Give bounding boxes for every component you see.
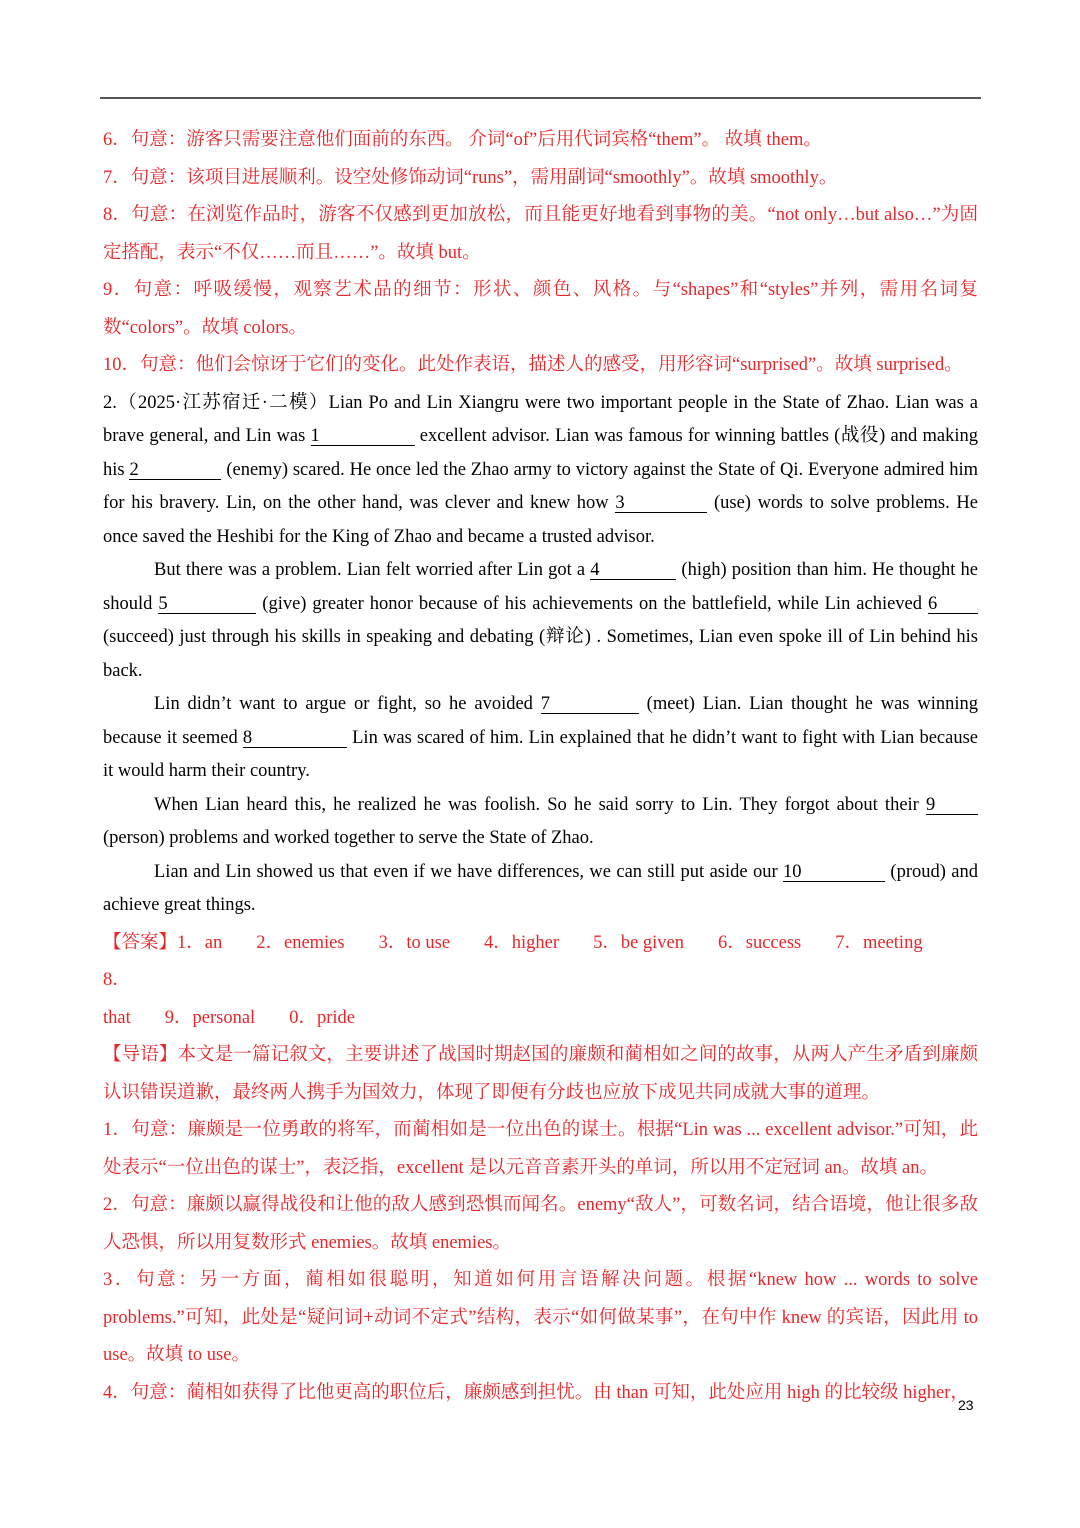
passage-paragraph-5 <box>103 856 978 923</box>
answer-item: 3．to use <box>378 932 451 953</box>
blank-4: 4 <box>590 561 676 580</box>
passage-text: (give) greater honor because of his achievements on the battlefield, while Lin achieved <box>256 593 928 614</box>
passage-paragraph-3 <box>103 688 978 789</box>
note-7: 7．句意：该项目进展顺利。设空处修饰动词“runs”，需用副词“smoothly”。故填 smoothly。 <box>103 167 838 188</box>
explanation-1: 1．句意：廉颇是一位勇敢的将军，而蔺相如是一位出色的谋士。根据“Lin was ... excellent advisor.”可知，此处表示“一位出色的谋士”，表泛指，excellent 是以元音音素开头的单词，所以用不定冠词 an。故填 an。 <box>103 1120 978 1178</box>
blank-5: 5 <box>158 595 256 614</box>
answer-item: 6．success <box>718 932 802 953</box>
passage-paragraph-2 <box>103 554 978 688</box>
answer-item: 4．higher <box>484 932 560 953</box>
answer-line-2 <box>103 1000 978 1038</box>
blank-1: 1 <box>311 427 415 446</box>
passage-text: (person) problems and worked together to serve the State of Zhao. <box>103 828 594 848</box>
passage-text: excellent advisor. Lian was famous for winning battles (战役) and making his <box>103 426 978 480</box>
answer-item: 7．meeting <box>835 932 923 953</box>
blank-8: 8 <box>243 729 347 748</box>
note-10: 10．句意：他们会惊讶于它们的变化。此处作表语，描述人的感受，用形容词“surprised”。故填 surprised。 <box>103 355 963 375</box>
header-rule <box>100 97 981 99</box>
blank-7: 7 <box>541 695 639 714</box>
passage-text: (use) words to solve problems. He once saved the Heshibi for the King of Zhao and became a trusted advisor. <box>103 493 978 547</box>
answer-label: 【答案】 <box>103 932 178 953</box>
answer-item: that <box>103 1007 131 1028</box>
note-6: 6．句意：游客只需要注意他们面前的东西。 介词“of”后用代词宾格“them”。 故填 them。 <box>103 130 822 150</box>
passage-text: Lin didn’t want to argue or fight, so he avoided <box>154 694 541 714</box>
answer-item: 1．an <box>177 932 223 953</box>
passage-text: (meet) Lian. Lian thought he was winning because it seemed <box>103 694 978 748</box>
passage-text: (enemy) scared. He once led the Zhao army to victory against the State of Qi. Everyone admired him for his bravery. Lin, on the other hand, was clever and knew how <box>103 459 978 513</box>
document-page <box>103 122 978 1412</box>
answer-line <box>103 925 978 1000</box>
blank-6: 6 <box>928 595 978 614</box>
passage-text: But there was a problem. Lian felt worried after Lin got a <box>154 560 591 580</box>
guide-paragraph: 【导语】本文是一篇记叙文，主要讲述了战国时期赵国的廉颇和蔺相如之间的故事，从两人产生矛盾到廉颇认识错误道歉，最终两人携手为国效力，体现了即便有分歧也应放下成见共同成就大事的道理。 <box>103 1045 978 1103</box>
blank-3: 3 <box>615 494 707 513</box>
passage-text: Lin was scared of him. Lin explained that he didn’t want to fight with Lian because it would harm their country. <box>103 727 979 781</box>
page-number: 23 <box>958 1397 974 1413</box>
blank-9: 9 <box>926 796 978 815</box>
passage-text: Lian and Lin showed us that even if we have differences, we can still put aside our <box>154 861 784 882</box>
passage-paragraph-1 <box>103 387 978 555</box>
passage-paragraph-4 <box>103 789 978 856</box>
answer-item: 5．be given <box>593 932 684 953</box>
passage-text: 2.（2025·江苏宿迁·二模）Lian Po and Lin Xiangru were two important people in the State of Zhao. Lian was a brave general, and Lin was <box>103 392 978 446</box>
blank-10: 10 <box>783 863 885 882</box>
explanation-2: 2．句意：廉颇以赢得战役和让他的敌人感到恐惧而闻名。enemy“敌人”，可数名词，结合语境，他让很多敌人恐惧，所以用复数形式 enemies。故填 enemies。 <box>103 1195 978 1253</box>
answer-item: 9．personal <box>164 1007 256 1028</box>
answer-item: 0．pride <box>289 1007 355 1028</box>
answer-item: 8． <box>103 970 131 990</box>
note-8: 8．句意：在浏览作品时，游客不仅感到更加放松，而且能更好地看到事物的美。“not only…but also…”为固定搭配，表示“不仅……而且……”。故填 but。 <box>103 205 978 263</box>
passage-text: (succeed) just through his skills in speaking and debating (辩论) . Sometimes, Lian even spoke ill of Lin behind his back. <box>103 627 978 681</box>
passage-text: When Lian heard this, he realized he was foolish. So he said sorry to Lin. They forgot about their <box>154 794 926 815</box>
passage-text: (proud) and achieve great things. <box>103 861 978 915</box>
note-9: 9．句意：呼吸缓慢，观察艺术品的细节：形状、颜色、风格。与“shapes”和“styles”并列，需用名词复数“colors”。故填 colors。 <box>103 280 978 338</box>
explanation-3: 3．句意：另一方面，蔺相如很聪明，知道如何用言语解决问题。根据“knew how ... words to solve problems.”可知，此处是“疑问词+动词不定式”结构，表示“如何做某事”，在句中作 knew 的宾语，因此用 to use。故填 to use。 <box>103 1270 978 1365</box>
answer-item: 2．enemies <box>256 932 345 953</box>
passage-text: (high) position than him. He thought he should <box>103 560 978 614</box>
explanation-4: 4．句意：蔺相如获得了比他更高的职位后，廉颇感到担忧。由 than 可知，此处应用 high 的比较级 higher， <box>103 1382 969 1403</box>
blank-2: 2 <box>129 461 221 480</box>
